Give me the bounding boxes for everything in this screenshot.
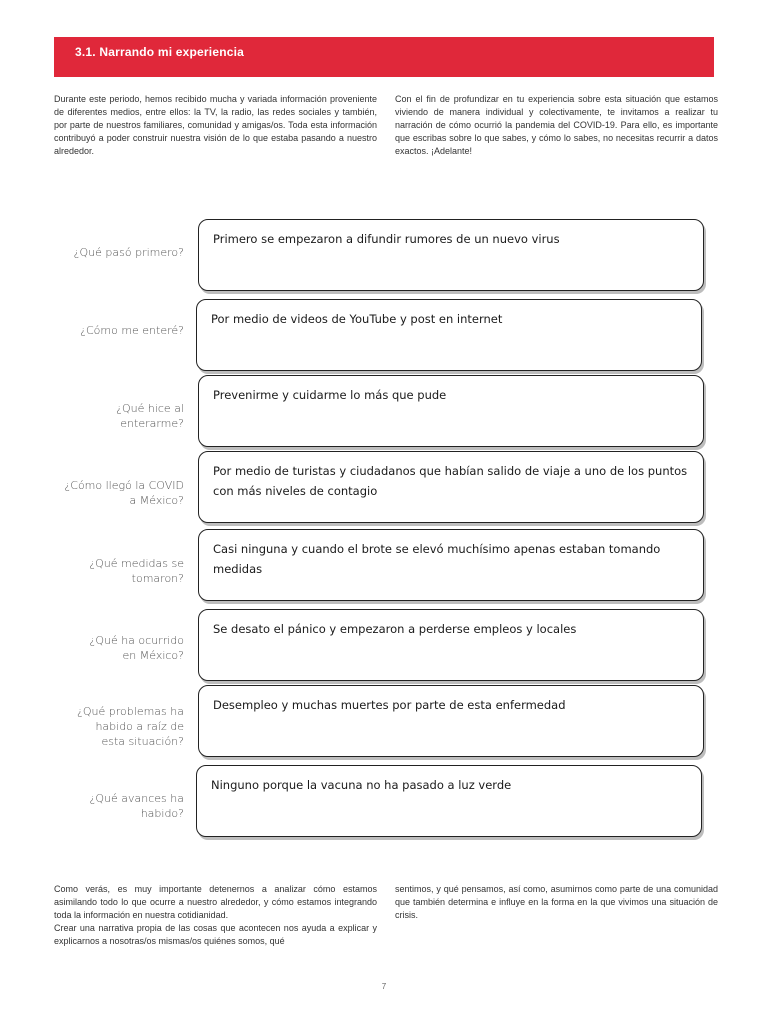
question-label-7: ¿Qué problemas ha habido a raíz de esta situación? xyxy=(77,705,184,748)
answer-text-7: Desempleo y muchas muertes por parte de esta enfermedad xyxy=(213,698,566,712)
page-number: 7 xyxy=(381,982,387,991)
answer-box-7[interactable] xyxy=(198,685,704,757)
closing-paragraph-left: Como verás, es muy importante detenernos a analizar cómo estamos asimilando todo lo que ocurre a nuestro alrededor, y cómo estamos integrando toda la información en nuestra cotidianidad. Crear una narrativa propia de las cosas que acontecen nos ayuda a explicar y explicarnos a nosotras/os mismas/os quiénes somos, qué xyxy=(54,884,377,946)
question-label-5: ¿Qué medidas se tomaron? xyxy=(89,557,184,585)
question-label-6: ¿Qué ha ocurrido en México? xyxy=(89,634,184,662)
question-label-3: ¿Qué hice al enterarme? xyxy=(116,402,184,430)
section-banner xyxy=(54,37,714,77)
answer-text-2: Por medio de videos de YouTube y post en internet xyxy=(211,312,503,326)
answer-box-2[interactable] xyxy=(196,299,702,371)
answer-box-6[interactable] xyxy=(198,609,704,681)
answer-box-5[interactable] xyxy=(198,529,704,601)
answer-text-6: Se desato el pánico y empezaron a perderse empleos y locales xyxy=(213,622,577,636)
intro-paragraph-right: Con el fin de profundizar en tu experiencia sobre esta situación que estamos viviendo de manera individual y colectivamente, te invitamos a realizar tu narración de cómo ocurrió la pandemia del COVID-19. Para ello, es importante que escribas sobre lo que sabes, y cómo lo sabes, no necesitas recurrir a datos exactos. ¡Adelante! xyxy=(395,94,718,156)
answer-box-3[interactable] xyxy=(198,375,704,447)
question-label-2: ¿Cómo me enteré? xyxy=(80,324,184,337)
intro-paragraph-left: Durante este periodo, hemos recibido mucha y variada información proveniente de diferentes medios, entre ellos: la TV, la radio, las redes sociales y también, por parte de nuestros familiares, comunidad y amigas/os. Toda esta información contribuyó a poder construir nuestra visión de lo que estaba pasando a nuestro alrededor. xyxy=(54,94,377,156)
closing-paragraph-right: sentimos, y qué pensamos, así como, asumirnos como parte de una comunidad que también determina e influye en la forma en la que vivimos una situación de crisis. xyxy=(395,884,718,920)
answer-text-1: Primero se empezaron a difundir rumores de un nuevo virus xyxy=(213,232,560,246)
answer-box-8[interactable] xyxy=(196,765,702,837)
question-label-1: ¿Qué pasó primero? xyxy=(73,246,184,259)
answer-text-8: Ninguno porque la vacuna no ha pasado a luz verde xyxy=(211,778,512,792)
answer-box-4[interactable] xyxy=(198,451,704,523)
question-label-4: ¿Cómo llegó la COVID a México? xyxy=(64,479,184,507)
answer-text-5: Casi ninguna y cuando el brote se elevó muchísimo apenas estaban tomando medidas xyxy=(213,542,661,576)
answer-box-1[interactable] xyxy=(198,219,704,291)
section-title: 3.1. Narrando mi experiencia xyxy=(75,45,245,59)
answer-text-3: Prevenirme y cuidarme lo más que pude xyxy=(213,388,447,402)
question-label-8: ¿Qué avances ha habido? xyxy=(89,792,184,820)
answer-text-4: Por medio de turistas y ciudadanos que habían salido de viaje a uno de los puntos con más niveles de contagio xyxy=(213,464,688,498)
